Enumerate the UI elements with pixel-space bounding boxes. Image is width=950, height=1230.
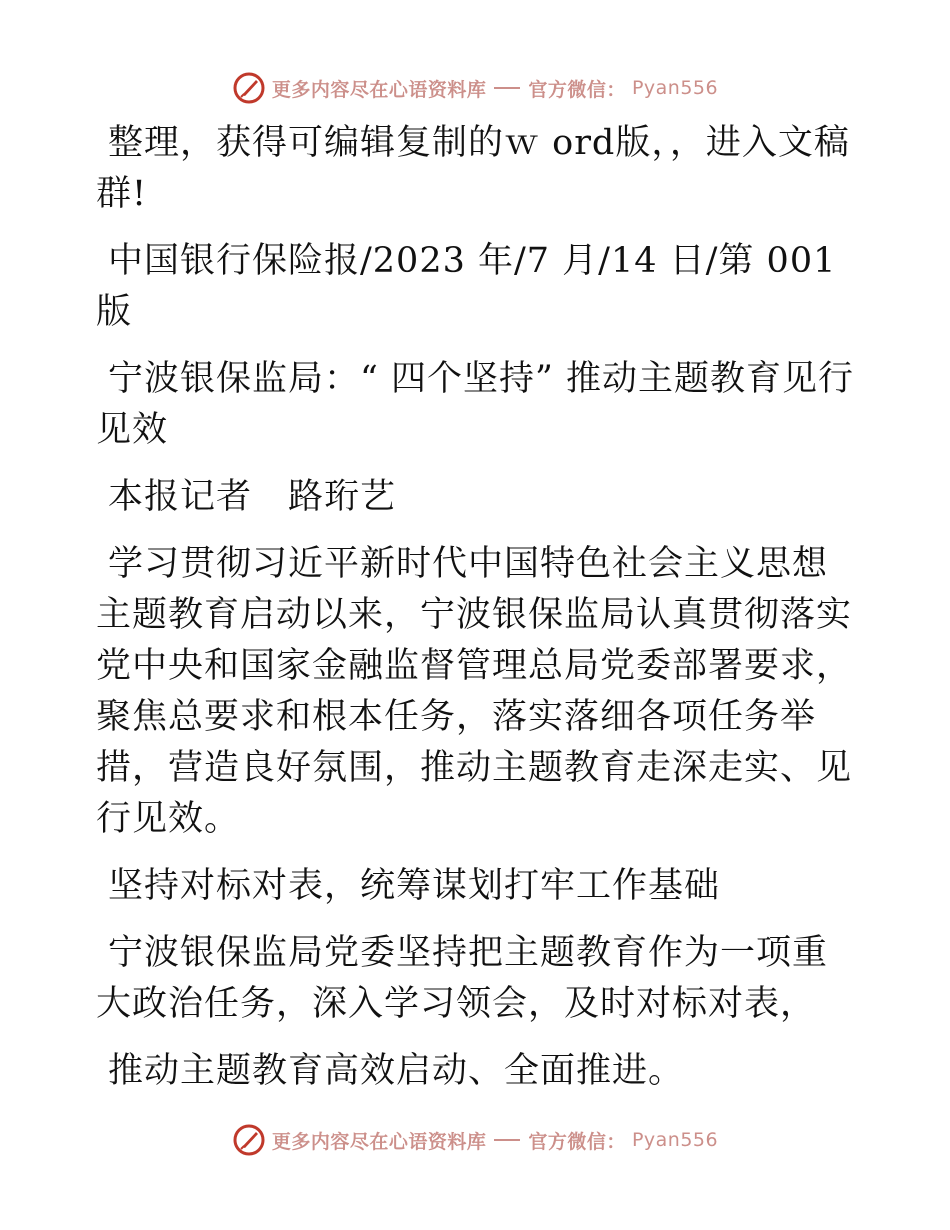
banner-official-label: 官方微信： (528, 78, 626, 101)
section-heading: 坚持对标对表，统筹谋划打牢工作基础 (108, 866, 721, 906)
quill-logo-icon (232, 71, 266, 105)
body-paragraph: 推动主题教育高效启动、全面推进。 (108, 1051, 685, 1091)
footer-watermark-banner (0, 1120, 950, 1160)
banner-official-label: 官方微信： (528, 1130, 626, 1153)
byline: 本报记者 路珩艺 (108, 477, 397, 517)
banner-dash (494, 87, 520, 89)
body-paragraph: 宁波银保监局党委坚持把主题教育作为一项重大政治任务，深入学习领会，及时对标对表， (96, 933, 829, 1024)
banner-main-text: 更多内容尽在心语资料库 (271, 1130, 487, 1153)
article-title: 宁波银保监局：“ 四个坚持” 推动主题教育见行见效 (96, 359, 855, 450)
body-paragraph: 学习贯彻习近平新时代中国特色社会主义思想主题教育启动以来，宁波银保监局认真贯彻落实党中央和国家金融监督管理总局党委部署要求，聚焦总要求和根本任务，落实落细各项任务举措，营造良好氛围，推动主题教育走深走实、见行见效。 (96, 544, 853, 839)
intro-paragraph: 整理，获得可编辑复制的ｗ ord版，，进入文稿群! (96, 123, 850, 214)
source-line: 中国银行保险报/2023 年/7 月/14 日/第 001 版 (96, 241, 849, 332)
banner-main-text: 更多内容尽在心语资料库 (271, 78, 487, 101)
document-body (96, 118, 856, 1097)
banner-dash (494, 1139, 520, 1141)
banner-wechat-id: Pyan556 (631, 1129, 719, 1151)
quill-logo-icon (232, 1123, 266, 1157)
header-watermark-banner (0, 68, 950, 108)
banner-wechat-id: Pyan556 (631, 77, 719, 99)
